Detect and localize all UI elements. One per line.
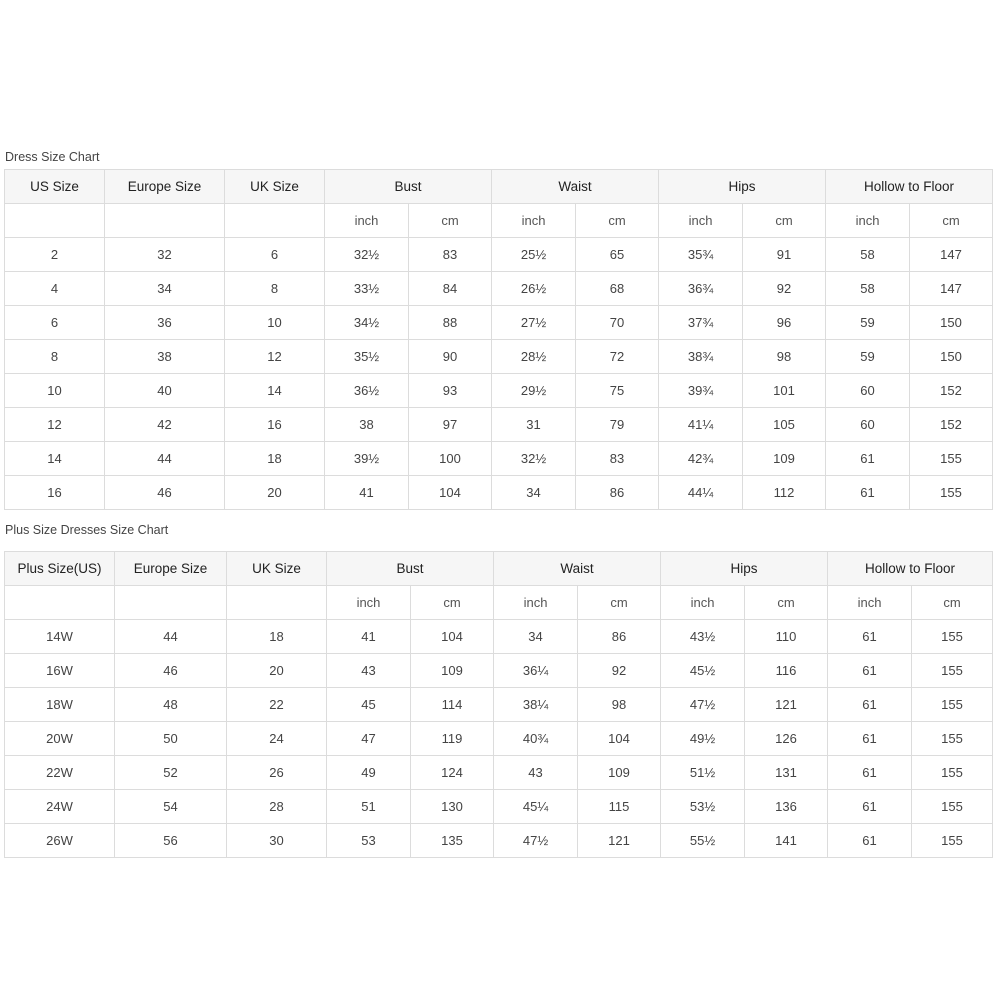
table-cell: 16W [5, 654, 115, 688]
table-cell: 34 [105, 272, 225, 306]
unit-header: inch [826, 204, 910, 238]
table-cell: 112 [743, 476, 826, 510]
table-row [5, 238, 993, 272]
table-cell: 58 [826, 272, 910, 306]
table-cell: 39¾ [659, 374, 743, 408]
unit-row [5, 586, 993, 620]
table-cell: 155 [910, 442, 993, 476]
table-cell: 121 [745, 688, 828, 722]
table-cell: 8 [5, 340, 105, 374]
table-cell: 14W [5, 620, 115, 654]
empty-cell [5, 204, 105, 238]
table-cell: 96 [743, 306, 826, 340]
table-cell: 121 [578, 824, 661, 858]
table-cell: 40¾ [494, 722, 578, 756]
table-cell: 10 [225, 306, 325, 340]
table-cell: 34 [494, 620, 578, 654]
table-cell: 47½ [494, 824, 578, 858]
table-cell: 45½ [661, 654, 745, 688]
unit-header: cm [576, 204, 659, 238]
table-cell: 59 [826, 306, 910, 340]
table-row [5, 654, 993, 688]
header-row [5, 552, 993, 586]
table-cell: 28½ [492, 340, 576, 374]
table-cell: 131 [745, 756, 828, 790]
table-cell: 28 [227, 790, 327, 824]
table-cell: 155 [912, 654, 993, 688]
table-cell: 109 [743, 442, 826, 476]
table-cell: 130 [411, 790, 494, 824]
table-cell: 86 [578, 620, 661, 654]
table-cell: 8 [225, 272, 325, 306]
table-cell: 61 [828, 756, 912, 790]
table-cell: 22W [5, 756, 115, 790]
table-cell: 18W [5, 688, 115, 722]
column-header: Bust [327, 552, 494, 586]
table-cell: 115 [578, 790, 661, 824]
table-cell: 2 [5, 238, 105, 272]
column-header: Hollow to Floor [828, 552, 993, 586]
table-cell: 100 [409, 442, 492, 476]
column-header: Europe Size [115, 552, 227, 586]
table-cell: 34 [492, 476, 576, 510]
column-header: Hips [659, 170, 826, 204]
unit-header: cm [910, 204, 993, 238]
table-cell: 42 [105, 408, 225, 442]
unit-row [5, 204, 993, 238]
table-cell: 49 [327, 756, 411, 790]
table-cell: 6 [225, 238, 325, 272]
table-cell: 51 [327, 790, 411, 824]
table-cell: 24W [5, 790, 115, 824]
table-cell: 42¾ [659, 442, 743, 476]
table-cell: 46 [105, 476, 225, 510]
table-cell: 36 [105, 306, 225, 340]
empty-cell [5, 586, 115, 620]
table-cell: 91 [743, 238, 826, 272]
dress-size-chart-caption: Dress Size Chart [5, 150, 100, 164]
table-cell: 20 [227, 654, 327, 688]
column-header: UK Size [227, 552, 327, 586]
table-cell: 84 [409, 272, 492, 306]
table-cell: 97 [409, 408, 492, 442]
table-row [5, 306, 993, 340]
table-cell: 92 [578, 654, 661, 688]
table-cell: 16 [225, 408, 325, 442]
table-cell: 47½ [661, 688, 745, 722]
table-cell: 48 [115, 688, 227, 722]
table-cell: 26 [227, 756, 327, 790]
table-cell: 79 [576, 408, 659, 442]
table-cell: 35¾ [659, 238, 743, 272]
table-cell: 124 [411, 756, 494, 790]
table-cell: 35½ [325, 340, 409, 374]
table-cell: 49½ [661, 722, 745, 756]
table-cell: 61 [828, 824, 912, 858]
table-cell: 83 [576, 442, 659, 476]
table-cell: 155 [912, 790, 993, 824]
table-cell: 101 [743, 374, 826, 408]
table-cell: 88 [409, 306, 492, 340]
table-cell: 51½ [661, 756, 745, 790]
table-cell: 38¼ [494, 688, 578, 722]
table-cell: 39½ [325, 442, 409, 476]
table-cell: 20W [5, 722, 115, 756]
table-cell: 36¾ [659, 272, 743, 306]
table-cell: 53½ [661, 790, 745, 824]
table-cell: 41¼ [659, 408, 743, 442]
table-cell: 44¼ [659, 476, 743, 510]
table-cell: 59 [826, 340, 910, 374]
unit-header: cm [409, 204, 492, 238]
table-cell: 75 [576, 374, 659, 408]
column-header: US Size [5, 170, 105, 204]
table-cell: 32 [105, 238, 225, 272]
column-header: Waist [494, 552, 661, 586]
table-cell: 32½ [492, 442, 576, 476]
table-cell: 27½ [492, 306, 576, 340]
table-cell: 126 [745, 722, 828, 756]
unit-header: cm [743, 204, 826, 238]
table-cell: 61 [828, 688, 912, 722]
table-cell: 61 [828, 654, 912, 688]
table-cell: 33½ [325, 272, 409, 306]
header-row [5, 170, 993, 204]
table-cell: 58 [826, 238, 910, 272]
table-cell: 147 [910, 238, 993, 272]
empty-cell [105, 204, 225, 238]
column-header: Plus Size(US) [5, 552, 115, 586]
table-cell: 72 [576, 340, 659, 374]
table-cell: 36¼ [494, 654, 578, 688]
table-cell: 109 [578, 756, 661, 790]
table-cell: 14 [225, 374, 325, 408]
table-cell: 155 [912, 722, 993, 756]
table-cell: 60 [826, 374, 910, 408]
column-header: UK Size [225, 170, 325, 204]
table-cell: 70 [576, 306, 659, 340]
table-cell: 34½ [325, 306, 409, 340]
table-cell: 4 [5, 272, 105, 306]
unit-header: inch [325, 204, 409, 238]
table-cell: 47 [327, 722, 411, 756]
table-cell: 24 [227, 722, 327, 756]
table-cell: 68 [576, 272, 659, 306]
dress-size-chart-table [4, 169, 993, 510]
table-cell: 16 [5, 476, 105, 510]
table-cell: 43½ [661, 620, 745, 654]
table-cell: 29½ [492, 374, 576, 408]
table-cell: 98 [578, 688, 661, 722]
table-row [5, 442, 993, 476]
table-cell: 26½ [492, 272, 576, 306]
table-cell: 61 [828, 790, 912, 824]
table-cell: 90 [409, 340, 492, 374]
table-row [5, 722, 993, 756]
empty-cell [225, 204, 325, 238]
table-row [5, 756, 993, 790]
table-cell: 61 [828, 722, 912, 756]
unit-header: cm [411, 586, 494, 620]
unit-header: inch [327, 586, 411, 620]
table-cell: 147 [910, 272, 993, 306]
table-cell: 41 [325, 476, 409, 510]
table-cell: 92 [743, 272, 826, 306]
table-cell: 155 [912, 688, 993, 722]
table-row [5, 340, 993, 374]
table-row [5, 476, 993, 510]
table-cell: 61 [828, 620, 912, 654]
table-cell: 41 [327, 620, 411, 654]
table-cell: 56 [115, 824, 227, 858]
column-header: Europe Size [105, 170, 225, 204]
table-cell: 38 [325, 408, 409, 442]
table-cell: 14 [5, 442, 105, 476]
table-cell: 109 [411, 654, 494, 688]
unit-header: inch [494, 586, 578, 620]
table-cell: 135 [411, 824, 494, 858]
empty-cell [227, 586, 327, 620]
unit-header: inch [661, 586, 745, 620]
table-cell: 61 [826, 476, 910, 510]
table-cell: 53 [327, 824, 411, 858]
column-header: Hips [661, 552, 828, 586]
table-row [5, 790, 993, 824]
table-cell: 155 [912, 620, 993, 654]
table-cell: 40 [105, 374, 225, 408]
table-cell: 114 [411, 688, 494, 722]
table-cell: 6 [5, 306, 105, 340]
table-cell: 141 [745, 824, 828, 858]
table-cell: 104 [578, 722, 661, 756]
table-cell: 105 [743, 408, 826, 442]
table-cell: 20 [225, 476, 325, 510]
table-cell: 10 [5, 374, 105, 408]
table-cell: 83 [409, 238, 492, 272]
table-row [5, 688, 993, 722]
column-header: Bust [325, 170, 492, 204]
table-cell: 104 [409, 476, 492, 510]
table-cell: 30 [227, 824, 327, 858]
table-cell: 18 [225, 442, 325, 476]
table-cell: 25½ [492, 238, 576, 272]
table-cell: 54 [115, 790, 227, 824]
table-cell: 32½ [325, 238, 409, 272]
table-cell: 155 [910, 476, 993, 510]
table-cell: 104 [411, 620, 494, 654]
table-cell: 152 [910, 408, 993, 442]
table-cell: 150 [910, 306, 993, 340]
table-row [5, 824, 993, 858]
table-cell: 22 [227, 688, 327, 722]
table-cell: 43 [494, 756, 578, 790]
table-cell: 38¾ [659, 340, 743, 374]
plus-size-chart-table [4, 551, 993, 858]
table-row [5, 408, 993, 442]
table-cell: 119 [411, 722, 494, 756]
table-cell: 110 [745, 620, 828, 654]
table-cell: 18 [227, 620, 327, 654]
column-header: Waist [492, 170, 659, 204]
column-header: Hollow to Floor [826, 170, 993, 204]
table-row [5, 272, 993, 306]
table-cell: 37¾ [659, 306, 743, 340]
table-cell: 152 [910, 374, 993, 408]
table-cell: 60 [826, 408, 910, 442]
unit-header: cm [912, 586, 993, 620]
table-cell: 45¼ [494, 790, 578, 824]
table-cell: 12 [225, 340, 325, 374]
table-cell: 150 [910, 340, 993, 374]
table-cell: 43 [327, 654, 411, 688]
unit-header: cm [745, 586, 828, 620]
table-cell: 55½ [661, 824, 745, 858]
table-cell: 46 [115, 654, 227, 688]
table-cell: 155 [912, 756, 993, 790]
table-cell: 93 [409, 374, 492, 408]
plus-size-chart-body [5, 552, 993, 858]
dress-size-chart-body [5, 170, 993, 510]
table-cell: 26W [5, 824, 115, 858]
table-cell: 86 [576, 476, 659, 510]
table-cell: 36½ [325, 374, 409, 408]
table-cell: 52 [115, 756, 227, 790]
table-cell: 61 [826, 442, 910, 476]
unit-header: inch [659, 204, 743, 238]
table-cell: 98 [743, 340, 826, 374]
table-row [5, 374, 993, 408]
unit-header: inch [828, 586, 912, 620]
table-cell: 44 [115, 620, 227, 654]
table-cell: 31 [492, 408, 576, 442]
unit-header: inch [492, 204, 576, 238]
table-cell: 136 [745, 790, 828, 824]
table-cell: 38 [105, 340, 225, 374]
table-cell: 50 [115, 722, 227, 756]
plus-size-chart-caption: Plus Size Dresses Size Chart [5, 523, 169, 537]
table-cell: 45 [327, 688, 411, 722]
table-cell: 116 [745, 654, 828, 688]
table-row [5, 620, 993, 654]
unit-header: cm [578, 586, 661, 620]
table-cell: 44 [105, 442, 225, 476]
table-cell: 155 [912, 824, 993, 858]
table-cell: 12 [5, 408, 105, 442]
table-cell: 65 [576, 238, 659, 272]
empty-cell [115, 586, 227, 620]
